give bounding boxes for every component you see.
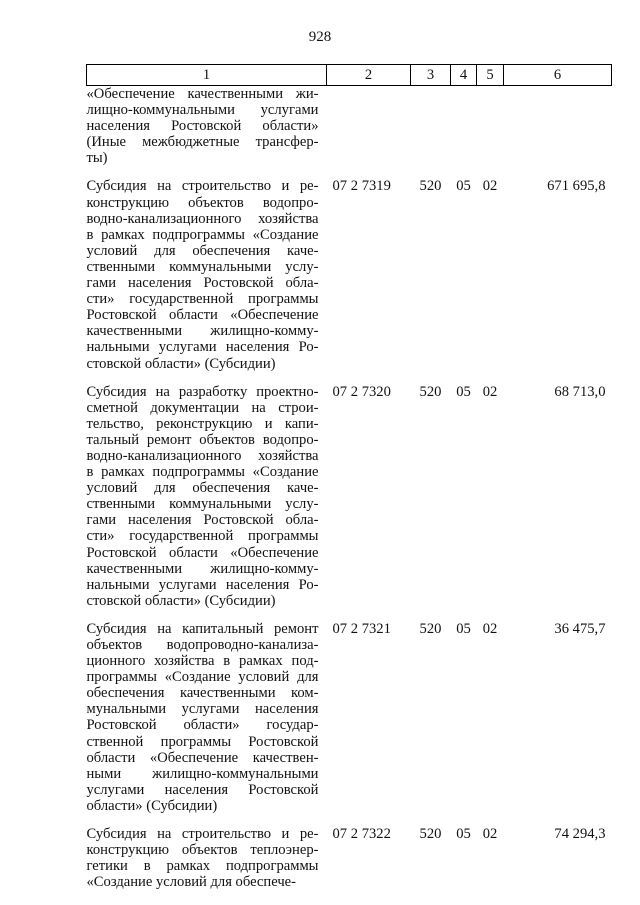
row-description xyxy=(87,178,327,371)
table-row xyxy=(87,384,612,609)
target-code: 07 2 7322 xyxy=(332,826,391,843)
description-line: сметной документации на строи- xyxy=(86,399,319,416)
description-line: Субсидия на капитальный ремонт xyxy=(86,620,319,637)
table-row xyxy=(87,826,612,890)
page-number: 928 xyxy=(308,29,332,45)
expense-type: 520 xyxy=(419,178,442,195)
description-line: гетики в рамках подпрограммы xyxy=(86,858,319,875)
target-code: 07 2 7320 xyxy=(332,383,391,400)
table-header xyxy=(87,65,612,86)
target-code: 07 2 7321 xyxy=(332,620,391,637)
target-code xyxy=(327,86,411,167)
table-row xyxy=(87,178,612,371)
column-header-5: 5 xyxy=(477,65,504,86)
subsection: 02 xyxy=(482,620,498,637)
amount: 671 695,8 xyxy=(547,178,606,195)
description-line: населения Ростовской области» xyxy=(86,118,319,135)
description-line: области «Обеспечение качествен- xyxy=(86,749,319,766)
description-line: обеспечения качественными ком- xyxy=(86,685,319,702)
description-line: Ростовской области «Обеспечение xyxy=(86,307,319,324)
description-line: конструкцию объектов водопро- xyxy=(86,194,319,211)
description-line: Ростовской области» государ- xyxy=(86,717,319,734)
expense-type: 520 xyxy=(419,826,442,843)
description-line: тельство, реконструкцию и капи- xyxy=(86,415,319,432)
description-line: тальный ремонт объектов водопро- xyxy=(86,431,319,448)
table-row xyxy=(87,621,612,814)
description-line: гами населения Ростовской обла- xyxy=(86,275,319,292)
description-line: гами населения Ростовской обла- xyxy=(86,512,319,529)
row-spacer xyxy=(87,609,612,621)
description-line: объектов водопроводно-канализа- xyxy=(86,637,319,653)
description-line: области» (Субсидии) xyxy=(86,797,218,814)
description-line: ственными коммунальными услу- xyxy=(86,496,319,513)
description-line: лищно-коммунальными услугами xyxy=(86,102,319,119)
description-line: нальными услугами населения Ро- xyxy=(86,576,319,593)
description-line: Ростовской области «Обеспечение xyxy=(86,544,319,561)
table-body xyxy=(87,86,612,891)
row-spacer xyxy=(87,166,612,178)
section: 05 xyxy=(456,620,471,637)
subsection xyxy=(477,86,504,167)
amount: 36 475,7 xyxy=(554,620,606,637)
section: 05 xyxy=(456,826,471,843)
subsection: 02 xyxy=(482,826,498,843)
description-line: сти» государственной программы xyxy=(86,528,319,545)
description-line: сти» государственной программы xyxy=(86,291,319,308)
description-line: Субсидия на строительство и ре- xyxy=(86,178,319,195)
description-line: стовской области» (Субсидии) xyxy=(86,355,276,372)
description-line: ственной программы Ростовской xyxy=(86,733,319,750)
description-line: (Иные межбюджетные трансфер- xyxy=(86,134,319,151)
row-description xyxy=(87,86,327,167)
column-header-1: 1 xyxy=(87,65,327,86)
expense-type xyxy=(411,86,451,167)
description-line: Субсидия на разработку проектно- xyxy=(86,383,319,400)
column-header-4: 4 xyxy=(451,65,477,86)
description-line: нальными услугами населения Ро- xyxy=(86,339,319,356)
amount xyxy=(504,86,612,167)
description-line: конструкцию объектов теплоэнер- xyxy=(86,842,319,859)
description-line: «Обеспечение качественными жи- xyxy=(86,86,319,102)
expense-type: 520 xyxy=(419,383,442,400)
description-line: программы «Создание условий для xyxy=(86,669,319,686)
row-description xyxy=(87,621,327,814)
section: 05 xyxy=(456,383,471,400)
description-line: услугами населения Ростовской xyxy=(86,781,319,798)
description-line: стовской области» (Субсидии) xyxy=(86,592,276,609)
section: 05 xyxy=(456,178,471,195)
row-description xyxy=(87,384,327,609)
column-header-3: 3 xyxy=(411,65,451,86)
description-line: условий для обеспечения каче- xyxy=(86,480,319,497)
amount: 68 713,0 xyxy=(554,383,606,400)
description-line: водно-канализационного хозяйства xyxy=(86,210,319,227)
amount: 74 294,3 xyxy=(554,826,606,843)
row-spacer xyxy=(87,814,612,826)
subsection: 02 xyxy=(482,178,498,195)
description-line: условий для обеспечения каче- xyxy=(86,242,319,259)
description-line: водно-канализационного хозяйства xyxy=(86,447,319,464)
table-row xyxy=(87,86,612,167)
target-code: 07 2 7319 xyxy=(332,178,391,195)
description-line: в рамках подпрограммы «Создание xyxy=(86,464,319,481)
description-line: качественными жилищно-комму- xyxy=(86,560,319,577)
section xyxy=(451,86,477,167)
expense-type: 520 xyxy=(419,620,442,637)
description-line: ственными коммунальными услу- xyxy=(86,258,319,275)
description-line: в рамках подпрограммы «Создание xyxy=(86,226,319,243)
description-line: ты) xyxy=(86,150,108,167)
description-line: мунальными услугами населения xyxy=(86,701,319,718)
description-line: Субсидия на строительство и ре- xyxy=(86,826,319,843)
row-spacer xyxy=(87,372,612,384)
description-line: «Создание условий для обеспече- xyxy=(86,874,297,891)
column-header-6: 6 xyxy=(504,65,612,86)
subsection: 02 xyxy=(482,383,498,400)
description-line: ными жилищно-коммунальными xyxy=(86,765,319,782)
column-header-2: 2 xyxy=(327,65,411,86)
description-line: ционного хозяйства в рамках под- xyxy=(86,653,319,670)
budget-table xyxy=(86,64,612,890)
row-description xyxy=(87,826,327,890)
description-line: качественными жилищно-комму- xyxy=(86,323,319,340)
